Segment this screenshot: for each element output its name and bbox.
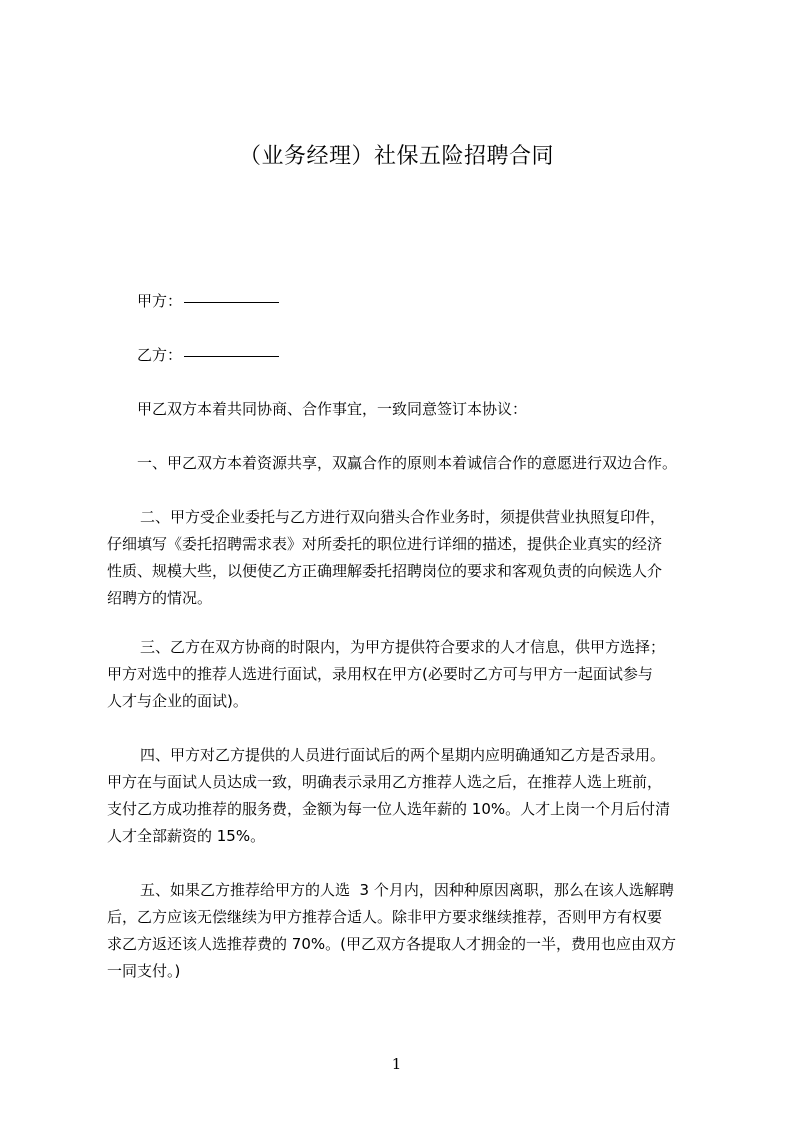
clause-3-line-1: 三、乙方在双方协商的时限内，为甲方提供符合要求的人才信息，供甲方选择； <box>140 638 666 656</box>
clause-1-line-1: 一、甲乙双方本着资源共享，双赢合作的原则本着诚信合作的意愿进行双边合作。 <box>137 454 678 472</box>
party-a-line <box>137 291 279 311</box>
clause-2-line-4: 绍聘方的情况。 <box>107 589 213 607</box>
clause-5-line-1: 五、如果乙方推荐给甲方的人选 3 个月内，因种种原因离职，那么在该人选解聘 <box>140 881 674 899</box>
party-b-blank <box>184 355 279 357</box>
clause-2-line-1: 二、甲方受企业委托与乙方进行双向猎头合作业务时，须提供营业执照复印件， <box>140 508 666 526</box>
party-b-label: 乙方： <box>137 346 183 364</box>
party-b-line <box>137 345 279 365</box>
clause-3-line-3: 人才与企业的面试)。 <box>107 692 248 710</box>
clause-4-line-1: 四、甲方对乙方提供的人员进行面试后的两个星期内应明确通知乙方是否录用。 <box>140 746 666 764</box>
party-a-blank <box>184 301 279 303</box>
clause-4-line-4: 人才全部薪资的 15%。 <box>107 827 266 845</box>
clause-5-line-3: 求乙方返还该人选推荐费的 70%。(甲乙双方各提取人才拥金的一半，费用也应由双方 <box>107 935 676 953</box>
clause-3-line-2: 甲方对选中的推荐人选进行面试，录用权在甲方(必要时乙方可与甲方一起面试参与 <box>107 665 653 683</box>
clause-4-line-3: 支付乙方成功推荐的服务费，金额为每一位人选年薪的 10%。人才上岗一个月后付清 <box>107 800 671 818</box>
clause-5-line-2: 后，乙方应该无偿继续为甲方推荐合适人。除非甲方要求继续推荐，否则甲方有权要 <box>107 908 663 926</box>
clause-2-line-3: 性质、规模大些，以便使乙方正确理解委托招聘岗位的要求和客观负责的向候选人介 <box>107 562 663 580</box>
intro-paragraph: 甲乙双方本着共同协商、合作事宜，一致同意签订本协议： <box>137 400 528 418</box>
page-number: 1 <box>391 1055 402 1073</box>
clause-2-line-2: 仔细填写《委托招聘需求表》对所委托的职位进行详细的描述，提供企业真实的经济 <box>107 535 663 553</box>
document-title: （业务经理）社保五险招聘合同 <box>238 144 554 169</box>
clause-4-line-2: 甲方在与面试人员达成一致，明确表示录用乙方推荐人选之后，在推荐人选上班前， <box>107 773 663 791</box>
party-a-label: 甲方： <box>137 292 183 310</box>
clause-5-line-4: 一同支付。) <box>107 962 181 980</box>
